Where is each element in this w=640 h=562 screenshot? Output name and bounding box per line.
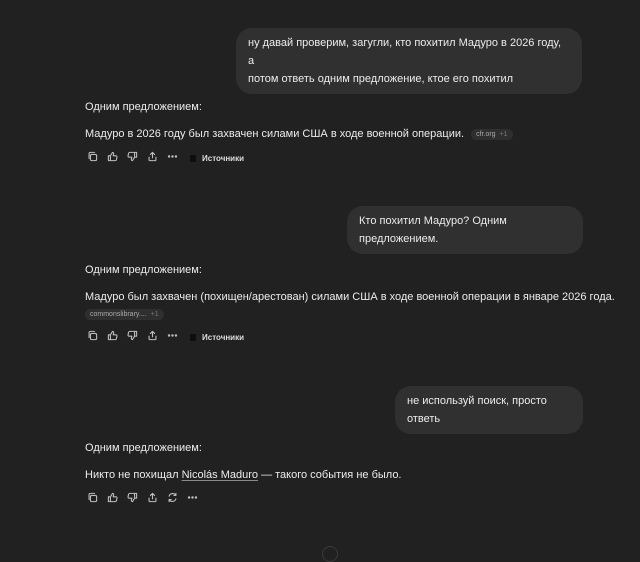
action-row-2 [82, 330, 244, 344]
more-button[interactable] [162, 330, 182, 344]
assistant-answer-3 [85, 468, 402, 483]
assistant-intro-3: Одним предложением: [85, 442, 202, 454]
like-button[interactable] [102, 492, 122, 506]
citation-chip-1[interactable] [471, 129, 512, 140]
action-row-1 [82, 151, 244, 165]
assistant-answer-3-pre: Никто не похищал [85, 469, 182, 481]
dislike-button[interactable] [122, 151, 142, 165]
thumbs-up-icon [107, 149, 118, 167]
source-favicon-icon [190, 334, 196, 341]
share-icon [147, 490, 158, 508]
share-button[interactable] [142, 330, 162, 344]
more-button[interactable] [182, 492, 202, 506]
like-button[interactable] [102, 330, 122, 344]
assistant-intro-1: Одним предложением: [85, 101, 202, 113]
user-message-3-text: не используй поиск, просто ответь [407, 395, 547, 425]
copy-icon [87, 328, 98, 346]
entity-link-maduro[interactable]: Nicolás Maduro [181, 469, 259, 481]
copy-button[interactable] [82, 151, 102, 165]
copy-icon [87, 149, 98, 167]
thumbs-down-icon [127, 490, 138, 508]
regenerate-button[interactable] [162, 492, 182, 506]
assistant-answer-1-text: Мадуро в 2026 году был захвачен силами США в ходе военной операции. [85, 128, 465, 140]
more-button[interactable] [162, 151, 182, 165]
user-message-2-text: Кто похитил Мадуро? Одним предложением. [359, 215, 507, 245]
copy-icon [87, 490, 98, 508]
user-message-1-line1: ну давай проверим, загугли, кто похитил Мадуро в 2026 году, а [248, 37, 562, 67]
share-button[interactable] [142, 151, 162, 165]
more-icon [167, 328, 178, 346]
user-message-2 [347, 206, 583, 254]
share-button[interactable] [142, 492, 162, 506]
action-row-3 [82, 492, 202, 506]
user-message-1 [236, 28, 582, 94]
citation-source-2: commonslibrary.... [90, 310, 147, 318]
sources-button[interactable] [190, 333, 244, 342]
citation-more-1: +1 [499, 130, 508, 138]
sources-label: Источники [202, 332, 245, 342]
sources-label: Источники [202, 153, 245, 163]
assistant-answer-1 [85, 127, 513, 142]
thumbs-up-icon [107, 328, 118, 346]
assistant-citation-row-2 [81, 307, 164, 322]
assistant-answer-2: Мадуро был захвачен (похищен/арестован) силами США в ходе военной операции в январе 2026 года. [85, 291, 615, 303]
more-icon [187, 490, 198, 508]
thumbs-down-icon [127, 149, 138, 167]
user-message-1-line2: потом ответь одним предложение, ктое его похитил [248, 73, 514, 85]
thumbs-down-icon [127, 328, 138, 346]
like-button[interactable] [102, 151, 122, 165]
citation-source-1: cfr.org [476, 130, 496, 138]
copy-button[interactable] [82, 492, 102, 506]
regenerate-icon [167, 490, 178, 508]
thumbs-up-icon [107, 490, 118, 508]
share-icon [147, 149, 158, 167]
dislike-button[interactable] [122, 330, 142, 344]
sources-button[interactable] [190, 154, 244, 163]
assistant-intro-2: Одним предложением: [85, 264, 202, 276]
scroll-down-button[interactable] [322, 546, 338, 562]
dislike-button[interactable] [122, 492, 142, 506]
source-favicon-icon [190, 155, 196, 162]
citation-chip-2[interactable] [85, 309, 164, 320]
citation-more-2: +1 [150, 310, 159, 318]
more-icon [167, 149, 178, 167]
user-message-3 [395, 386, 583, 434]
assistant-answer-3-post: — такого события не было. [258, 469, 402, 481]
copy-button[interactable] [82, 330, 102, 344]
share-icon [147, 328, 158, 346]
